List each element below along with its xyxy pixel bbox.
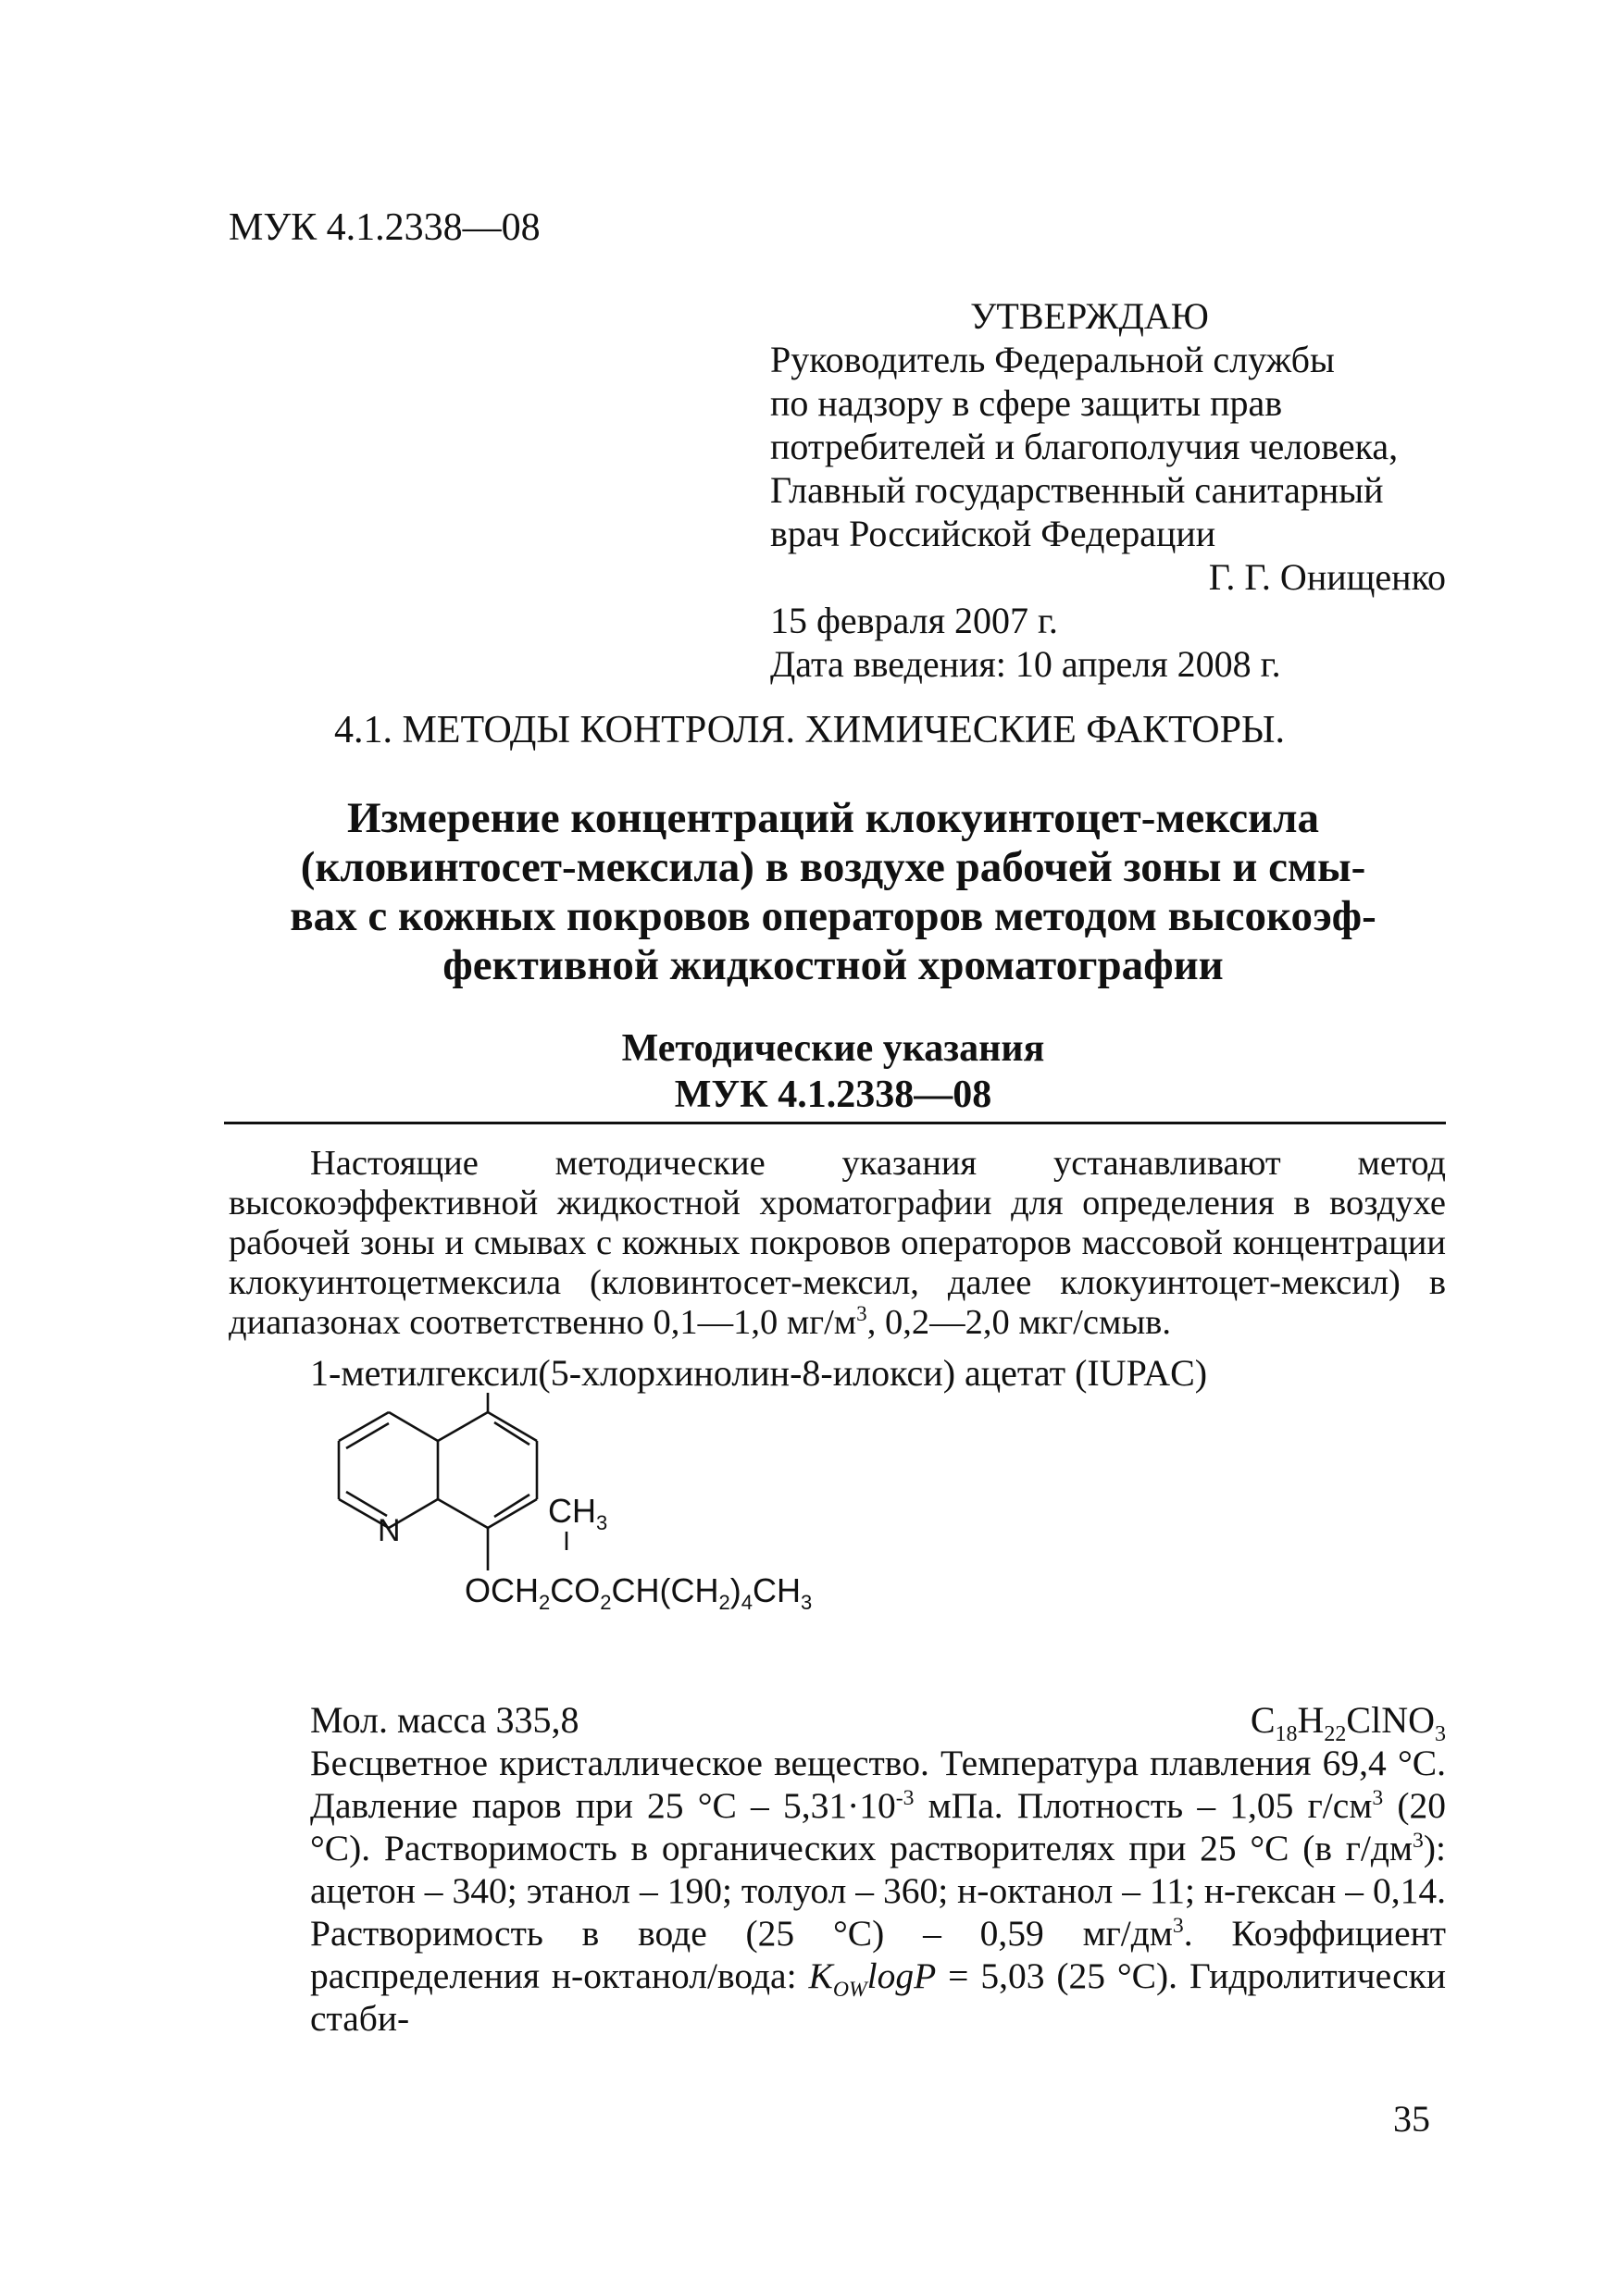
title-line: (кловинтосет-мексила) в воздухе рабочей зоны и смы- xyxy=(300,843,1366,891)
approval-line: по надзору в сфере защиты прав xyxy=(770,382,1283,424)
formula-sub: 3 xyxy=(1435,1722,1446,1746)
molecular-formula xyxy=(1250,1698,1446,1746)
intro-text: Настоящие методические указания устанавливают метод высокоэффективной жидкостной хроматографии для определения в воздухе рабочей зоны и смывах с кожных покровов операторов массовой концентрации клокуинтоцетмексила (кловинтосет-мексил, далее клокуинтоцет-мексил) в диапазонах соответственно 0,1—1,0 мг/м xyxy=(229,1144,1446,1342)
nitrogen-label: N xyxy=(378,1513,401,1548)
horizontal-rule xyxy=(224,1122,1446,1124)
approval-line: потребителей и благополучия человека, xyxy=(770,426,1399,467)
chain-part: OCH xyxy=(465,1571,539,1609)
iupac-name: 1-метилгексил(5-хлорхинолин-8-илокси) ацетат (IUPAC) xyxy=(310,1352,1208,1394)
methyl-ch: CH xyxy=(548,1492,596,1530)
prop-text: мПа. Плотность – 1,05 г/см xyxy=(914,1785,1373,1826)
chain-sub: 4 xyxy=(741,1591,753,1614)
quinoline-ring-bonds xyxy=(339,1393,567,1570)
methyl-group-label xyxy=(548,1492,607,1534)
subtitle-line: Методические указания xyxy=(621,1027,1045,1070)
prop-text: (20 °С). Растворимость в органических растворителях при 25 °С (в г/дм xyxy=(310,1785,1447,1868)
chain-sub: 2 xyxy=(718,1591,730,1614)
title-line: вах с кожных покровов операторов методом высокоэф- xyxy=(290,892,1376,940)
approval-date: 15 февраля 2007 г. xyxy=(770,600,1058,641)
side-chain-label xyxy=(465,1571,812,1614)
document-title xyxy=(231,794,1435,990)
chain-part: CO xyxy=(550,1571,601,1609)
prop-sup: -3 xyxy=(895,1785,915,1810)
prop-text: . Коэффициент распределения н-октанол/вода: xyxy=(310,1913,1447,1996)
approval-effective-date: Дата введения: 10 апреля 2008 г. xyxy=(770,643,1281,685)
chain-sub: 2 xyxy=(600,1591,612,1614)
chain-part: CH(CH xyxy=(611,1571,719,1609)
approval-title: УТВЕРЖДАЮ xyxy=(970,295,1209,337)
approval-line: врач Российской Федерации xyxy=(770,513,1216,554)
prop-sup: 3 xyxy=(1372,1785,1384,1810)
chain-part: CH xyxy=(752,1571,801,1609)
chain-sub: 2 xyxy=(539,1591,551,1614)
approval-line: Руководитель Федеральной службы xyxy=(770,339,1335,380)
subtitle-code: МУК 4.1.2338—08 xyxy=(674,1074,992,1116)
approval-block xyxy=(770,294,1446,686)
prop-text: = 5,03 (25 °С). Гидролитически стаби- xyxy=(310,1955,1446,2039)
prop-italic-sub: OW xyxy=(832,1977,867,2002)
title-line: фективной жидкостной хроматографии xyxy=(442,941,1224,989)
approval-signer: Г. Г. Онищенко xyxy=(1208,556,1446,598)
document-subtitle xyxy=(231,1025,1435,1118)
document-code: МУК 4.1.2338—08 xyxy=(229,206,541,249)
formula-part: C xyxy=(1250,1699,1276,1741)
chain-sub: 3 xyxy=(800,1591,813,1614)
prop-sup: 3 xyxy=(1172,1913,1184,1938)
properties-paragraph xyxy=(310,1742,1446,2040)
intro-paragraph xyxy=(229,1144,1446,1343)
approval-line: Главный государственный санитарный xyxy=(770,469,1384,511)
intro-text-end: , 0,2—2,0 мкг/смыв. xyxy=(866,1303,1171,1342)
structural-formula xyxy=(305,1393,879,1698)
formula-sub: 18 xyxy=(1275,1722,1298,1746)
methyl-sub: 3 xyxy=(596,1511,608,1534)
title-line: Измерение концентраций клокуинтоцет-мексила xyxy=(346,794,1320,842)
page-number: 35 xyxy=(1393,2098,1430,2140)
molecular-info xyxy=(310,1698,1446,1746)
chain-part: ) xyxy=(729,1571,741,1609)
molecular-mass: Мол. масса 335,8 xyxy=(310,1699,579,1741)
prop-italic: K xyxy=(808,1955,833,1996)
prop-text: Бесцветное кристаллическое вещество. Температура плавления 69,4 °С. Давление паров при 25 °С – 5,31·10 xyxy=(310,1743,1446,1826)
prop-sup: 3 xyxy=(1413,1828,1424,1853)
formula-part: ClNO xyxy=(1346,1699,1435,1741)
formula-sub: 22 xyxy=(1324,1722,1347,1746)
section-heading: 4.1. МЕТОДЫ КОНТРОЛЯ. ХИМИЧЕСКИЕ ФАКТОРЫ. xyxy=(333,709,1286,751)
prop-italic: logP xyxy=(866,1955,937,1996)
intro-sup: 3 xyxy=(856,1301,867,1326)
prop-text: ): ацетон – 340; этанол – 190; толуол – 360; н-октанол – 11; н-гексан – 0,14. Растворимость в воде (25 °С) – 0,59 мг/дм xyxy=(310,1828,1446,1954)
formula-part: H xyxy=(1297,1699,1325,1741)
